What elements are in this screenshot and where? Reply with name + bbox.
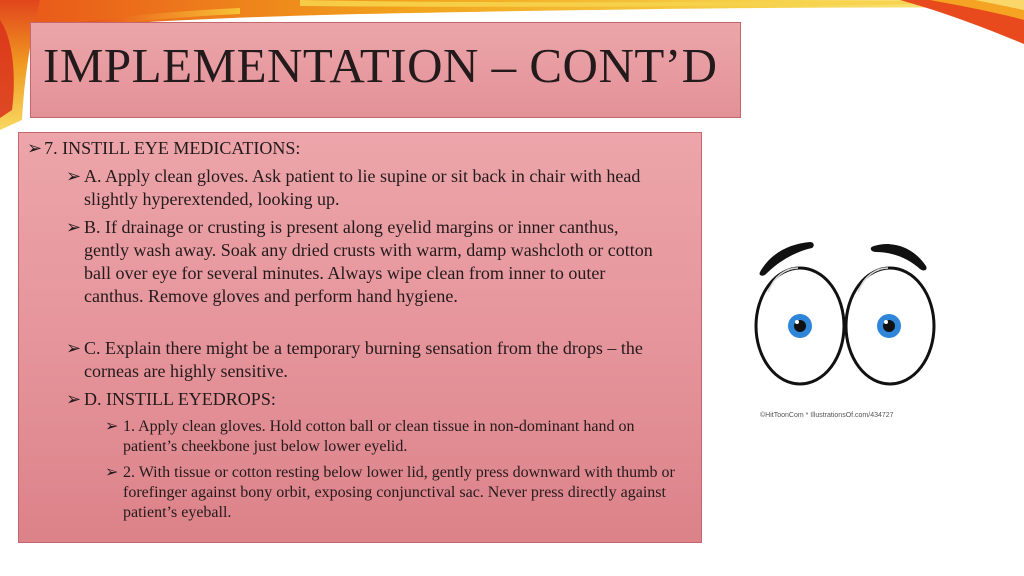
bullet-level2 <box>66 216 666 308</box>
cartoon-eyes-icon <box>748 232 944 392</box>
bullet-text: C. Explain there might be a temporary burning sensation from the drops – the corneas are highly sensitive. <box>84 338 643 381</box>
bullet-text: 7. INSTILL EYE MEDICATIONS: <box>44 138 301 158</box>
slide-title: IMPLEMENTATION – CONT’D <box>43 38 718 93</box>
arrow-bullet-icon: ➢ <box>105 418 119 435</box>
arrow-bullet-icon: ➢ <box>66 217 82 237</box>
bullet-level1 <box>27 137 300 159</box>
arrow-bullet-icon: ➢ <box>27 138 43 158</box>
right-eyebrow-icon <box>871 244 927 270</box>
bullet-text: B. If drainage or crusting is present along eyelid margins or inner canthus, gently wash away. Soak any dried crusts with warm, damp washcloth or cotton ball over eye for several minutes. Always wipe clean from inner to outer canthus. Remove gloves and perform hand hygiene. <box>84 217 653 306</box>
bullet-level2 <box>66 165 666 211</box>
bullet-level2 <box>66 337 666 383</box>
bullet-level2 <box>66 388 666 411</box>
bullet-text: A. Apply clean gloves. Ask patient to lie supine or sit back in chair with head slightly hyperextended, looking up. <box>84 166 641 209</box>
image-credit: ©HitToonCom * IllustrationsOf.com/434727 <box>760 412 894 419</box>
bullet-text: D. INSTILL EYEDROPS: <box>84 389 276 409</box>
content-box <box>18 132 702 543</box>
arrow-bullet-icon: ➢ <box>105 464 119 481</box>
title-box <box>30 22 741 118</box>
arrow-bullet-icon: ➢ <box>66 166 82 186</box>
bullet-text: 1. Apply clean gloves. Hold cotton ball or clean tissue in non-dominant hand on patient’s cheekbone just below lower eyelid. <box>123 418 635 455</box>
bullet-level3 <box>105 463 685 523</box>
arrow-bullet-icon: ➢ <box>66 338 82 358</box>
bullet-level3 <box>105 417 685 457</box>
arrow-bullet-icon: ➢ <box>66 389 82 409</box>
bullet-text: 2. With tissue or cotton resting below lower lid, gently press downward with thumb or forefinger against bony orbit, exposing conjunctival sac. Never press directly against patient’s eyeball. <box>123 464 675 521</box>
